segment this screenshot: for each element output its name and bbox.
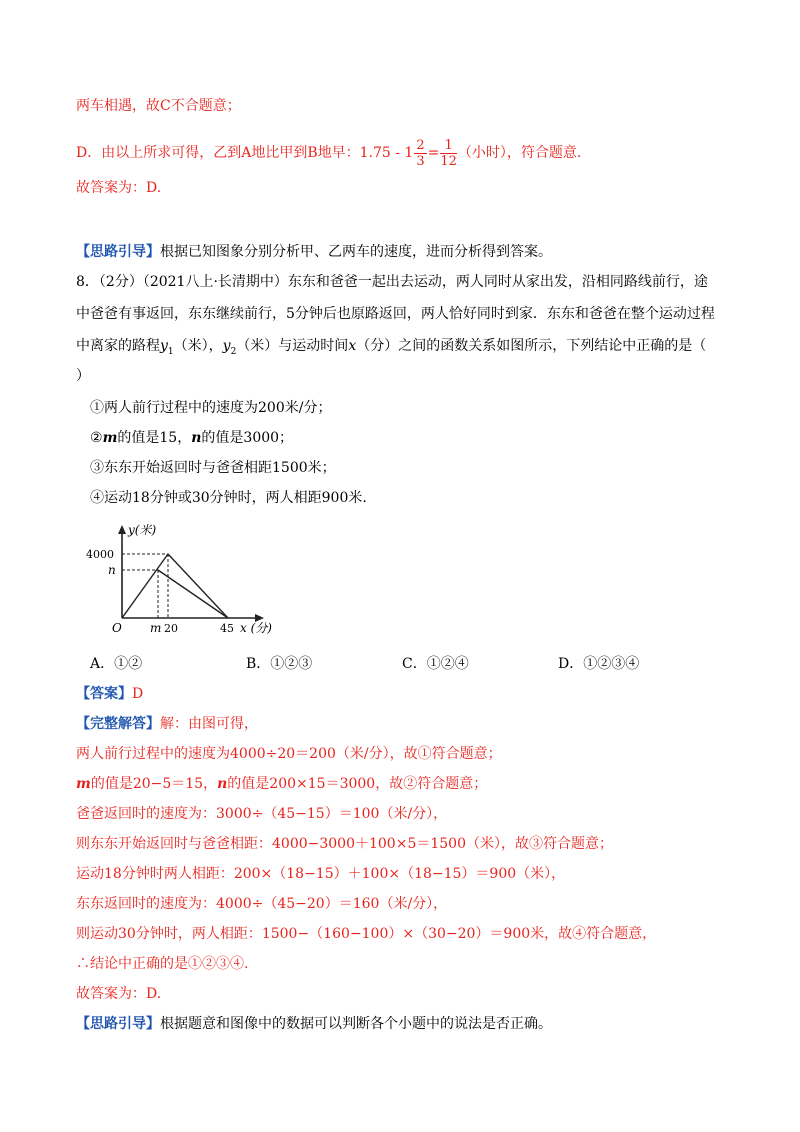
solution-line-6: 东东返回时的速度为：4000÷（45−20）＝160（米/分），	[76, 896, 448, 912]
x-tick-45: 45	[220, 622, 234, 635]
mixed-fraction	[414, 138, 426, 169]
s2-m: m	[102, 430, 118, 446]
answer-tag: 【答案】	[76, 686, 132, 702]
solution-hint	[76, 1014, 552, 1034]
y2-subscript: 2	[230, 346, 237, 357]
prev-hint	[76, 242, 552, 262]
origin-label: O	[112, 621, 122, 635]
dongdong-back	[168, 554, 228, 618]
statement-4: ④运动18分钟或30分钟时，两人相距900米.	[90, 490, 367, 506]
x-axis-label: x (分)	[240, 621, 272, 635]
prev-line-2-tail: （小时），符合题意.	[457, 145, 582, 161]
solution-line-4: 则东东开始返回时与爸爸相距：4000−3000＋100×5＝1500（米），故③符合题意；	[76, 836, 613, 852]
question-line-2: 中爸爸有事返回，东东继续前行，5分钟后也原路返回，两人恰好同时到家．东东和爸爸在整个运动过程	[76, 306, 715, 322]
s2-b: 的值是15，	[117, 430, 192, 446]
y-tick-n: n	[108, 563, 116, 577]
sol-l2-b: 的值是200×15＝3000，故②符合题意；	[227, 776, 488, 792]
solution-conclusion: 故答案为：D.	[76, 986, 162, 1002]
choice-b: B．①②③	[246, 656, 313, 672]
choice-c: C．①②④	[402, 656, 469, 672]
s2-n: n	[191, 430, 202, 446]
sol-m: m	[76, 776, 91, 792]
x-tick-20: 20	[164, 622, 178, 635]
solution-line-3: 爸爸返回时的速度为：3000÷（45−15）＝100（米/分），	[76, 806, 448, 822]
solution-line-7: 则运动30分钟时，两人相距：1500−（160−100）×（30−20）＝900米，故④符合题意，	[76, 926, 657, 942]
prev-hint-tag: 【思路引导】	[76, 244, 160, 260]
solution-hint-tag: 【思路引导】	[76, 1016, 160, 1032]
prev-line-2-text: D．由以上所求可得，乙到A地比甲到B地早：1.75 - 1	[76, 145, 414, 161]
y-axis-label: y(米)	[128, 523, 157, 537]
prev-line-2	[76, 136, 581, 170]
statement-2	[90, 428, 293, 448]
x-tick-m: m	[150, 621, 162, 635]
solution-line-8: ∴结论中正确的是①②③④.	[76, 956, 249, 972]
y1-subscript: 1	[167, 346, 174, 357]
s2-c: 的值是3000；	[201, 430, 294, 446]
answer-line	[76, 684, 143, 704]
question-line-4: ）	[76, 368, 90, 384]
q3-d: （分）之间的函数关系如图所示，下列结论中正确的是（	[356, 338, 707, 354]
question-line-1: 8．（2分）（2021八上·长清期中）东东和爸爸一起出去运动，两人同时从家出发，沿相同路线前行，途	[76, 274, 708, 290]
mixed-numerator: 2	[416, 137, 425, 153]
dongdong-out	[122, 554, 168, 618]
y1-var: y	[160, 338, 168, 354]
choice-a: A．①②	[90, 656, 143, 672]
choice-d: D．①②③④	[558, 656, 640, 672]
solution-tag: 【完整解答】	[76, 716, 160, 732]
function-graph	[80, 520, 290, 640]
sol-n: n	[217, 776, 228, 792]
mixed-denominator: 3	[416, 153, 425, 169]
solution-line-1: 两人前行过程中的速度为4000÷20＝200（米/分），故①符合题意；	[76, 746, 502, 762]
solution-line-2	[76, 774, 487, 794]
solution-header	[76, 714, 258, 734]
answer-value: D	[132, 686, 144, 702]
sol-l2-a: 的值是20−5＝15，	[90, 776, 218, 792]
result-fraction	[440, 138, 457, 169]
y-axis-arrow	[118, 525, 126, 534]
q3-a: 中离家的路程	[76, 338, 160, 354]
solution-line-5: 运动18分钟时两人相距：200×（18−15）＋100×（18−15）＝900（米），	[76, 866, 566, 882]
q3-b: （米），	[173, 338, 223, 354]
prev-line-1: 两车相遇，故C不合题意；	[76, 98, 241, 114]
q3-c: （米）与运动时间	[236, 338, 349, 354]
x-var: x	[348, 338, 357, 354]
equals-sign: =	[427, 145, 440, 161]
s2-a: ②	[90, 430, 103, 446]
solution-hint-text: 根据题意和图像中的数据可以判断各个小题中的说法是否正确。	[160, 1016, 552, 1032]
result-numerator: 1	[440, 138, 457, 154]
statement-1: ①两人前行过程中的速度为200米/分；	[90, 400, 332, 416]
y2-var: y	[222, 338, 231, 354]
prev-conclusion: 故答案为：D.	[76, 180, 162, 196]
y-tick-4000: 4000	[86, 548, 114, 561]
prev-hint-text: 根据已知图象分别分析甲、乙两车的速度，进而分析得到答案。	[160, 244, 552, 260]
question-line-3	[76, 336, 706, 362]
statement-3: ③东东开始返回时与爸爸相距1500米；	[90, 460, 336, 476]
result-denominator: 12	[440, 153, 457, 169]
solution-intro: 解：由图可得，	[160, 716, 258, 732]
